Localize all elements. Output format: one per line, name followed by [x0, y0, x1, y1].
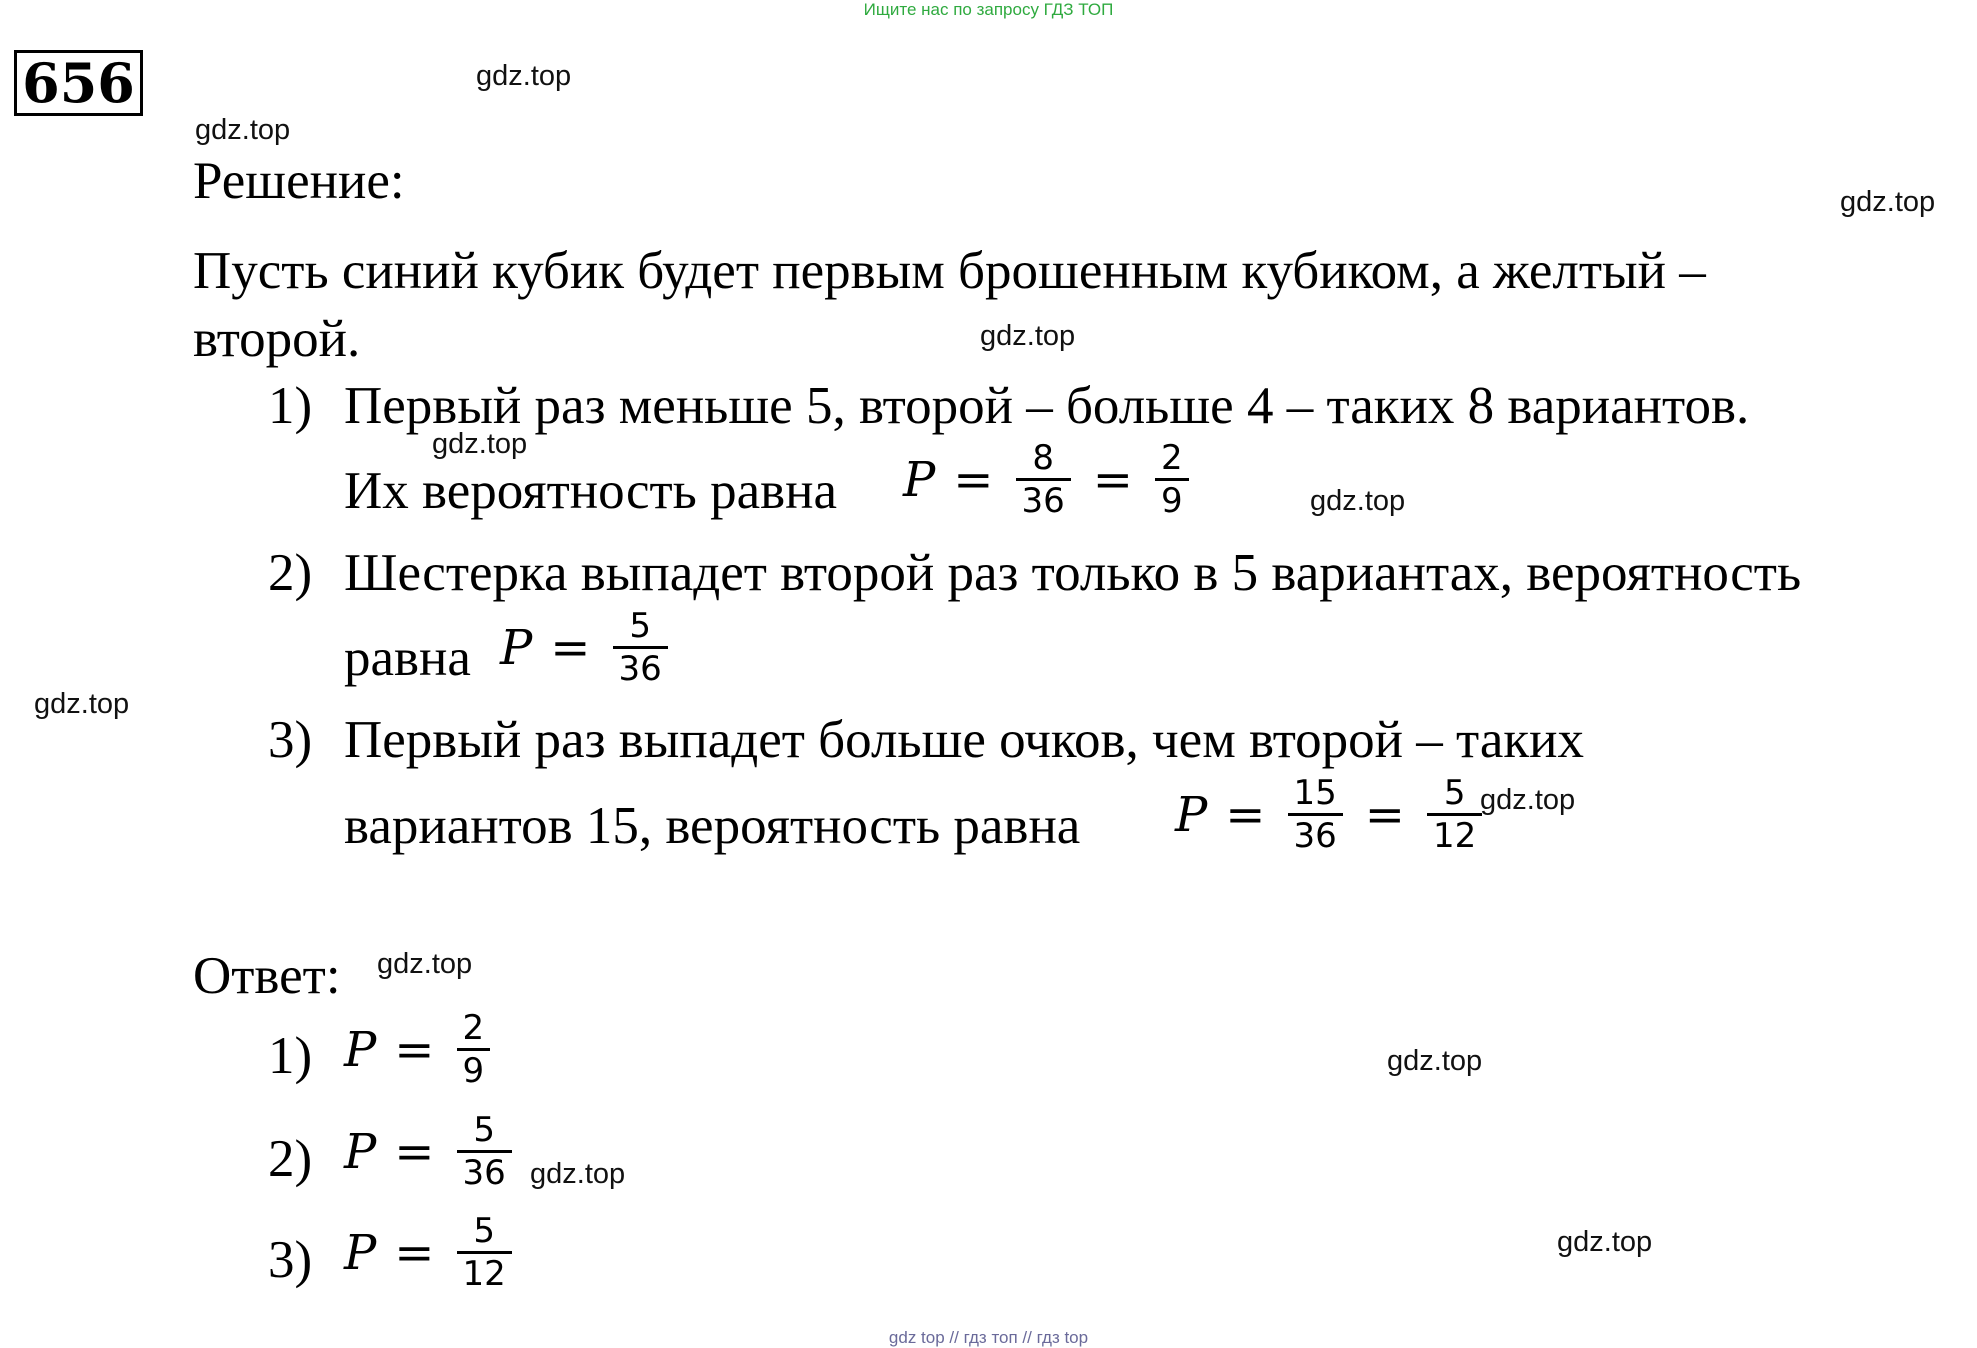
bottom-banner: gdz top // гдз топ // гдз top [888, 1328, 1089, 1347]
denominator: 12 [462, 1254, 506, 1294]
item-2-line-1: Шестерка выпадет второй раз только в 5 вариантах, вероятность [344, 544, 1802, 602]
denominator: 36 [618, 649, 662, 689]
equals: = [1092, 451, 1133, 508]
numerator: 5 [473, 1211, 495, 1251]
variable: P [344, 1021, 377, 1078]
answer-1-formula [344, 1008, 494, 1091]
watermark: gdz.top [1310, 485, 1406, 517]
fraction [1288, 773, 1343, 856]
answer-2-number: 2) [268, 1130, 313, 1188]
answer-2-formula [344, 1110, 516, 1193]
watermark: gdz.top [476, 60, 572, 92]
top-banner: Ищите нас по запросу ГДЗ ТОП [863, 0, 1114, 19]
variable: P [903, 451, 936, 508]
item-1-line-1: Первый раз меньше 5, второй – больше 4 – таких 8 вариантов. [344, 377, 1750, 435]
watermark: gdz.top [1840, 186, 1936, 218]
fraction [1016, 438, 1071, 521]
numerator: 5 [1443, 773, 1466, 813]
numerator: 5 [629, 606, 651, 646]
problem-number: 656 [14, 50, 143, 116]
numerator: 2 [1161, 438, 1183, 478]
watermark: gdz.top [195, 114, 291, 146]
denominator: 36 [1293, 816, 1337, 856]
fraction [457, 1211, 512, 1294]
item-1-formula [903, 438, 1193, 521]
watermark: gdz.top [1387, 1045, 1483, 1077]
denominator: 12 [1433, 816, 1477, 856]
item-1-line-2: Их вероятность равна [344, 462, 838, 520]
denominator: 36 [462, 1153, 506, 1193]
fraction [1427, 773, 1482, 856]
watermark: gdz.top [432, 428, 528, 460]
fraction [457, 1110, 512, 1193]
item-3-line-2: вариантов 15, вероятность равна [344, 797, 1081, 855]
answer-3-number: 3) [268, 1231, 313, 1289]
watermark: gdz.top [980, 320, 1076, 352]
fraction [1155, 438, 1189, 521]
item-1-number: 1) [268, 377, 313, 435]
equals: = [953, 451, 994, 508]
item-3-number: 3) [268, 711, 313, 769]
variable: P [344, 1123, 377, 1180]
item-3-formula [1175, 773, 1486, 856]
equals: = [394, 1021, 435, 1078]
variable: P [1175, 786, 1208, 843]
answer-3-formula [344, 1211, 516, 1294]
item-2-line-2: равна [344, 629, 471, 687]
denominator: 36 [1021, 481, 1065, 521]
item-3-line-1: Первый раз выпадет больше очков, чем второй – таких [344, 711, 1584, 769]
equals: = [1364, 786, 1405, 843]
equals: = [1225, 786, 1266, 843]
answer-1-number: 1) [268, 1027, 313, 1085]
denominator: 9 [462, 1051, 485, 1091]
intro-line-2: второй. [193, 310, 361, 368]
watermark: gdz.top [1557, 1226, 1653, 1258]
numerator: 5 [473, 1110, 495, 1150]
fraction [457, 1008, 491, 1091]
equals: = [550, 619, 591, 676]
variable: P [344, 1224, 377, 1281]
solution-heading: Решение: [193, 152, 405, 210]
watermark: gdz.top [377, 948, 473, 980]
watermark: gdz.top [1480, 784, 1576, 816]
answer-heading: Ответ: [193, 947, 341, 1005]
variable: P [500, 619, 533, 676]
numerator: 8 [1032, 438, 1054, 478]
numerator: 2 [462, 1008, 485, 1048]
fraction [613, 606, 668, 689]
equals: = [394, 1123, 435, 1180]
item-2-formula [500, 606, 672, 689]
watermark: gdz.top [530, 1158, 626, 1190]
denominator: 9 [1161, 481, 1183, 521]
numerator: 15 [1293, 773, 1337, 813]
item-2-number: 2) [268, 544, 313, 602]
intro-line-1: Пусть синий кубик будет первым брошенным кубиком, а желтый – [193, 242, 1706, 300]
equals: = [394, 1224, 435, 1281]
watermark: gdz.top [34, 688, 130, 720]
